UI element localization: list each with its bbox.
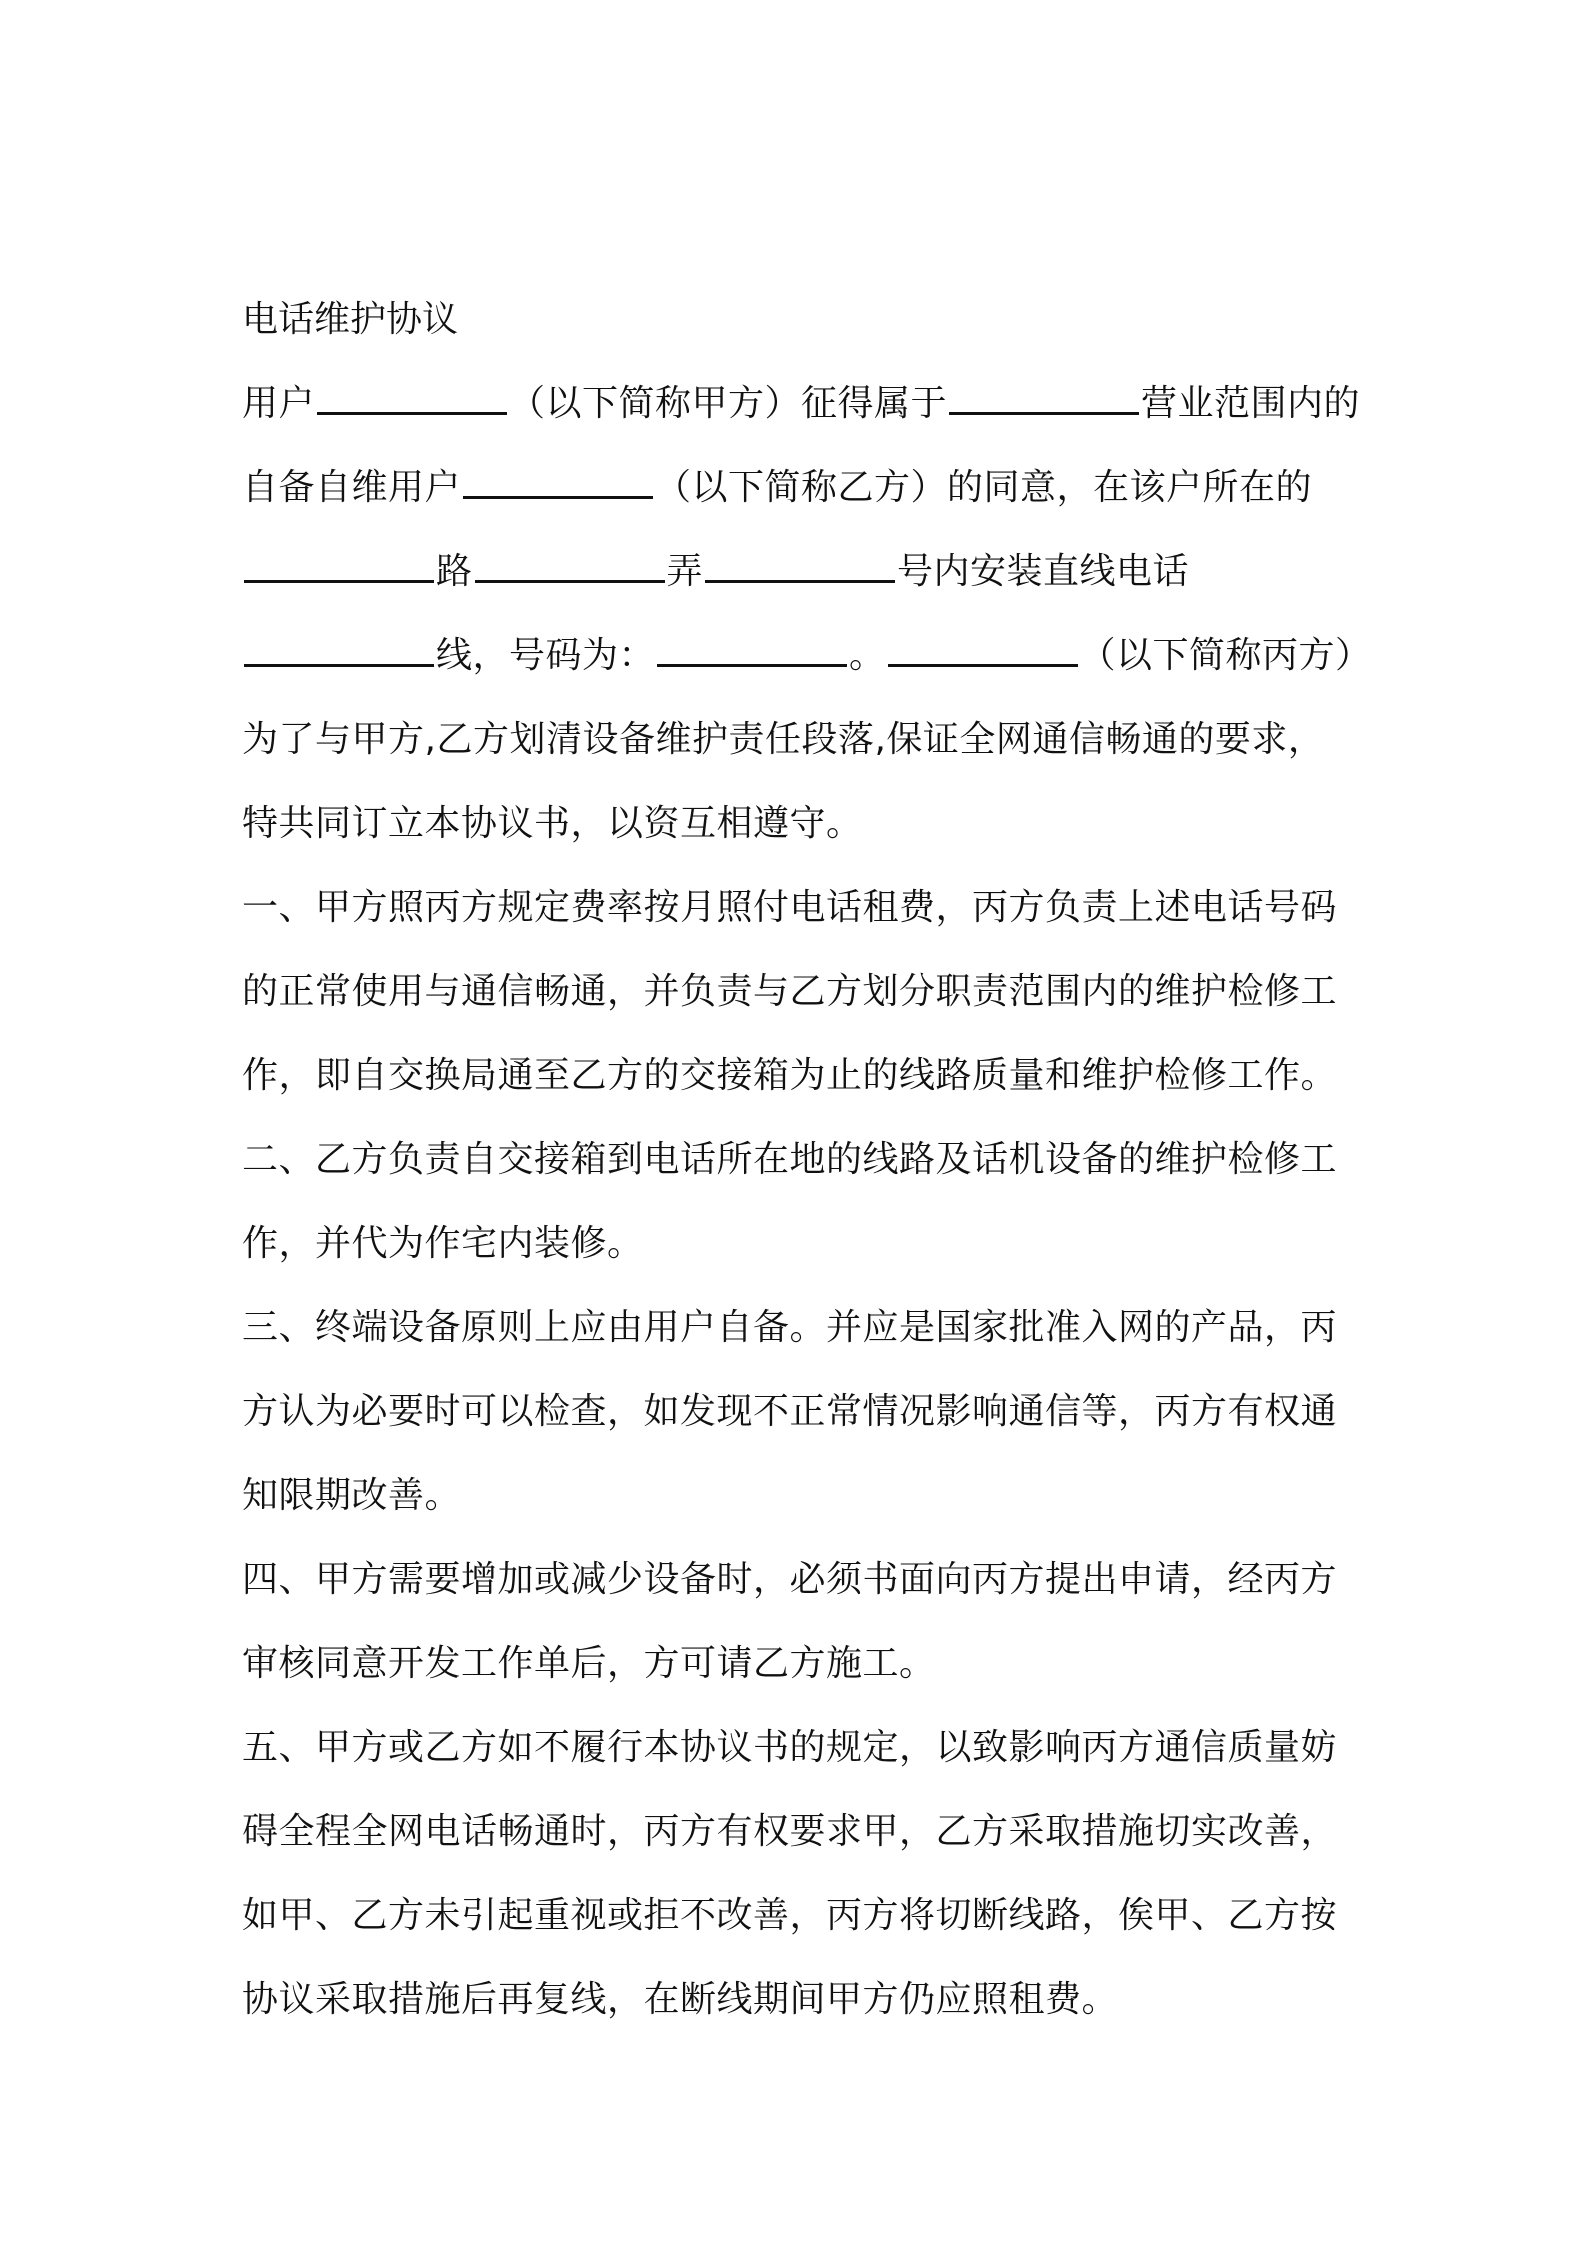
intro-text: 用户 [242, 383, 316, 424]
intro-line-5: 为了与甲方,乙方划清设备维护责任段落,保证全网通信畅通的要求， [242, 719, 1325, 760]
clause-line: 协议采取措施后再复线，在断线期间甲方仍应照租费。 [242, 1979, 1119, 2020]
clause-line: 的正常使用与通信畅通，并负责与乙方划分职责范围内的维护检修工 [242, 971, 1338, 1012]
clause-2 [242, 1118, 1362, 1286]
clause-line: 作，并代为作宅内装修。 [242, 1223, 644, 1264]
intro-text: 号内安装直线电话 [897, 551, 1190, 592]
clause-line: 五、甲方或乙方如不履行本协议书的规定，以致影响丙方通信质量妨 [242, 1727, 1338, 1768]
intro-text: 自备自维用户 [242, 467, 462, 508]
clause-4 [242, 1538, 1362, 1706]
intro-line-2 [242, 446, 1362, 530]
blank-field-self-maintained-user[interactable] [463, 466, 653, 499]
intro-text: （以下简称乙方）的同意，在该户所在的 [655, 467, 1313, 508]
blank-field-business-area[interactable] [949, 382, 1139, 415]
blank-field-lane[interactable] [475, 550, 665, 583]
intro-line-4 [242, 614, 1372, 698]
clause-line: 一、甲方照丙方规定费率按月照付电话租费，丙方负责上述电话号码 [242, 887, 1338, 928]
document-title: 电话维护协议 [242, 299, 459, 340]
blank-field-lines[interactable] [244, 634, 434, 667]
clause-line: 如甲、乙方未引起重视或拒不改善，丙方将切断线路，俟甲、乙方按 [242, 1895, 1338, 1936]
intro-text: （以下简称丙方） [1079, 635, 1372, 676]
blank-field-user[interactable] [317, 382, 507, 415]
document-body [242, 278, 1372, 2042]
blank-field-party-c[interactable] [888, 634, 1078, 667]
intro-text: （以下简称甲方）征得属于 [509, 383, 948, 424]
intro-text: 。 [849, 635, 886, 676]
clause-line: 审核同意开发工作单后，方可请乙方施工。 [242, 1643, 936, 1684]
intro-text: 线，号码为： [436, 635, 656, 676]
blank-field-number[interactable] [705, 550, 895, 583]
clause-5 [242, 1706, 1362, 2042]
intro-text: 路 [436, 551, 473, 592]
intro-text: 营业范围内的 [1141, 383, 1361, 424]
intro-line-6: 特共同订立本协议书，以资互相遵守。 [242, 803, 863, 844]
intro-text: 弄 [666, 551, 704, 592]
clause-line: 二、乙方负责自交接箱到电话所在地的线路及话机设备的维护检修工 [242, 1139, 1338, 1180]
clause-line: 碍全程全网电话畅通时，丙方有权要求甲，乙方采取措施切实改善， [242, 1811, 1338, 1852]
clause-line: 方认为必要时可以检查，如发现不正常情况影响通信等，丙方有权通 [242, 1391, 1338, 1432]
intro-line-3 [242, 530, 1362, 614]
blank-field-road[interactable] [244, 550, 434, 583]
clause-line: 四、甲方需要增加或减少设备时，必须书面向丙方提出申请，经丙方 [242, 1559, 1338, 1600]
clause-line: 知限期改善。 [242, 1475, 462, 1516]
clause-3 [242, 1286, 1362, 1538]
blank-field-phone-number[interactable] [657, 634, 847, 667]
clause-1 [242, 866, 1362, 1118]
intro-line-1 [242, 362, 1362, 446]
clause-line: 三、终端设备原则上应由用户自备。并应是国家批准入网的产品，丙 [242, 1307, 1338, 1348]
clause-line: 作，即自交换局通至乙方的交接箱为止的线路质量和维护检修工作。 [242, 1055, 1338, 1096]
